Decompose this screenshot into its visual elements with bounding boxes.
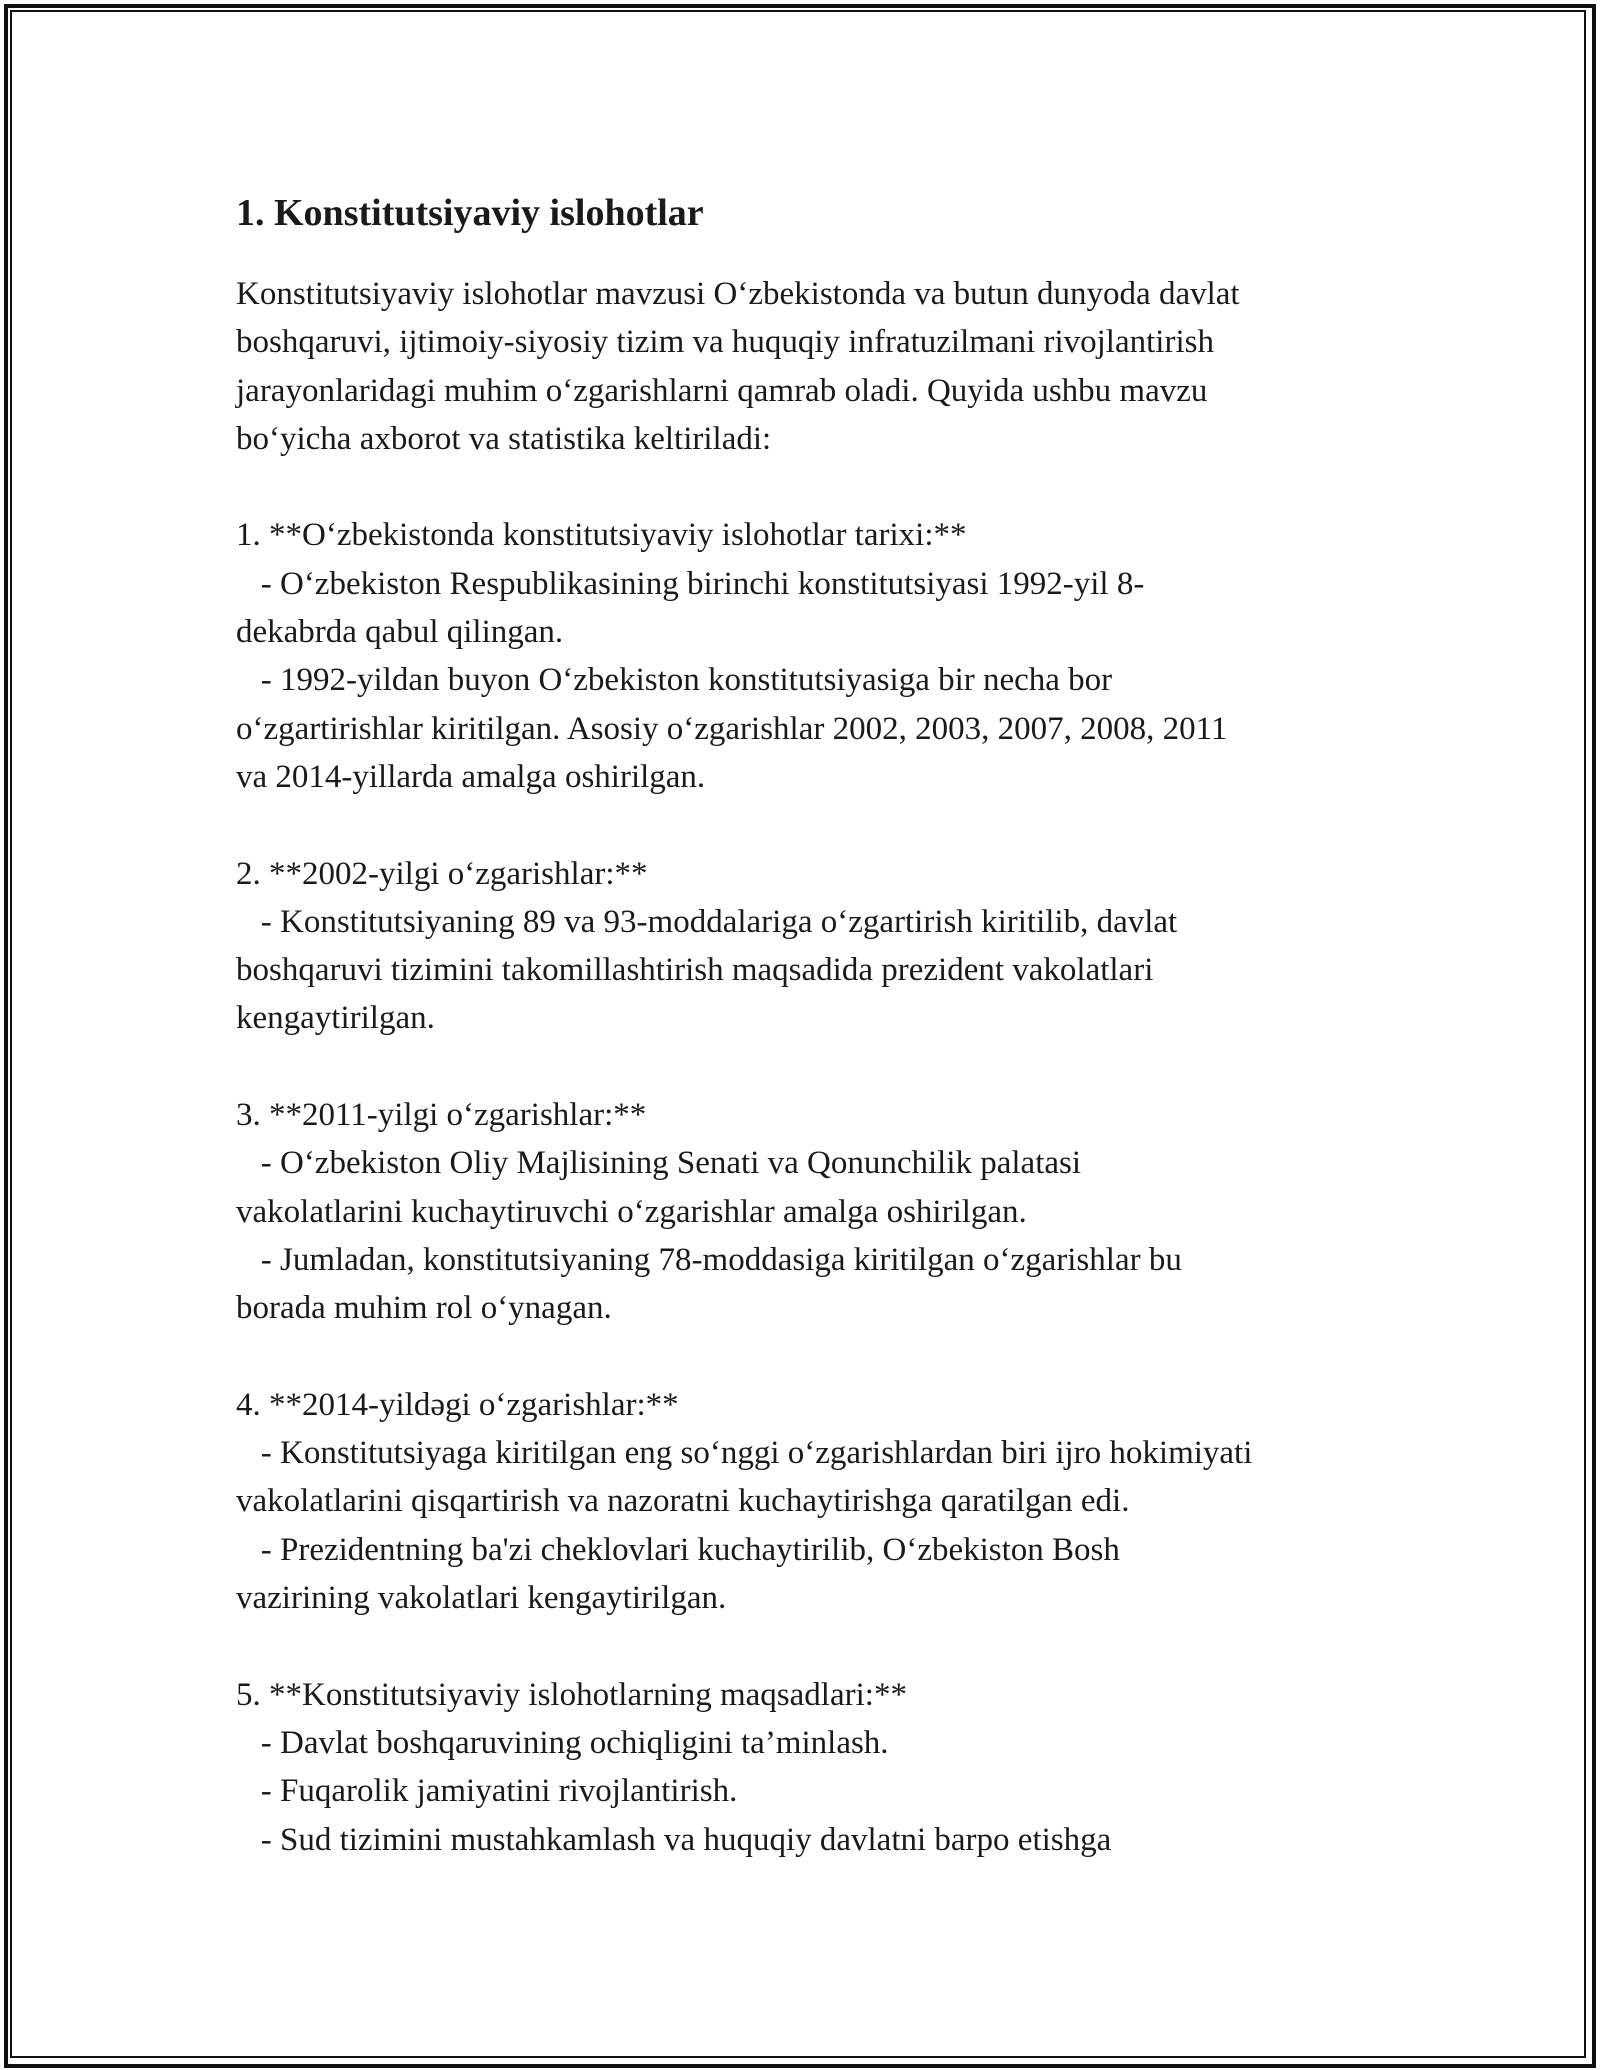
section-title: 2. **2002-yilgi o‘zgarishlar:** — [236, 855, 648, 892]
text-line: - Konstitutsiyaning 89 va 93-moddalariga o‘zgartirish kiritilib, davlat — [236, 903, 1178, 940]
text-line: jarayonlaridagi muhim o‘zgarishlarni qamrab oladi. Quyida ushbu mavzu — [236, 372, 1208, 409]
blank-line — [236, 1333, 1376, 1381]
text-line: - Jumladan, konstitutsiyaning 78-moddasiga kiritilgan o‘zgarishlar bu — [236, 1241, 1182, 1278]
section-title: 3. **2011-yilgi o‘zgarishlar:** — [236, 1097, 647, 1134]
intro-paragraph — [236, 270, 1376, 1864]
section-title: 4. **2014-yildəgi o‘zgarishlar:** — [236, 1386, 679, 1423]
blank-line — [236, 801, 1376, 849]
document-body — [236, 188, 1376, 1864]
blank-line — [236, 1622, 1376, 1670]
text-line: - O‘zbekiston Respublikasining birinchi konstitutsiyasi 1992-yil 8- — [236, 565, 1145, 602]
text-line: boshqaruvi tizimini takomillashtirish maqsadida prezident vakolatlari — [236, 952, 1154, 989]
document-heading: 1. Konstitutsiyaviy islohotlar — [236, 192, 704, 234]
text-line: vakolatlarini kuchaytiruvchi o‘zgarishlar amalga oshirilgan. — [236, 1193, 1027, 1230]
text-line: Konstitutsiyaviy islohotlar mavzusi O‘zbekistonda va butun dunyoda davlat — [236, 276, 1240, 312]
text-line: va 2014-yillarda amalga oshirilgan. — [236, 758, 706, 795]
text-line: o‘zgartirishlar kiritilgan. Asosiy o‘zgarishlar 2002, 2003, 2007, 2008, 2011 — [236, 710, 1228, 747]
text-line: kengaytirilgan. — [236, 1000, 435, 1037]
text-line: - Prezidentning ba'zi cheklovlari kuchaytirilib, O‘zbekiston Bosh — [236, 1531, 1120, 1568]
text-line: borada muhim rol o‘ynagan. — [236, 1290, 612, 1327]
text-line: - Sud tizimini mustahkamlash va huquqiy davlatni barpo etishga — [236, 1821, 1112, 1858]
text-line: - Fuqarolik jamiyatini rivojlantirish. — [236, 1773, 738, 1810]
blank-line — [236, 1043, 1376, 1091]
text-line: - 1992-yildan buyon O‘zbekiston konstitutsiyasiga bir necha bor — [236, 662, 1113, 699]
text-line: vazirining vakolatlari kengaytirilgan. — [236, 1580, 727, 1617]
text-line: - Davlat boshqaruvining ochiqligini ta’minlash. — [236, 1724, 889, 1761]
section-title: 1. **O‘zbekistonda konstitutsiyaviy islohotlar tarixi:** — [236, 517, 967, 554]
text-line: - O‘zbekiston Oliy Majlisining Senati va Qonunchilik palatasi — [236, 1145, 1082, 1182]
text-line: vakolatlarini qisqartirish va nazoratni kuchaytirishga qaratilgan edi. — [236, 1483, 1130, 1520]
blank-line — [236, 463, 1376, 511]
section-title: 5. **Konstitutsiyaviy islohotlarning maqsadlari:** — [236, 1676, 907, 1713]
text-line: - Konstitutsiyaga kiritilgan eng so‘nggi o‘zgarishlardan biri ijro hokimiyati — [236, 1435, 1253, 1472]
text-line: bo‘yicha axborot va statistika keltiriladi: — [236, 420, 772, 457]
text-line: boshqaruvi, ijtimoiy-siyosiy tizim va huquqiy infratuzilmani rivojlantirish — [236, 324, 1214, 361]
text-line: dekabrda qabul qilingan. — [236, 614, 564, 651]
